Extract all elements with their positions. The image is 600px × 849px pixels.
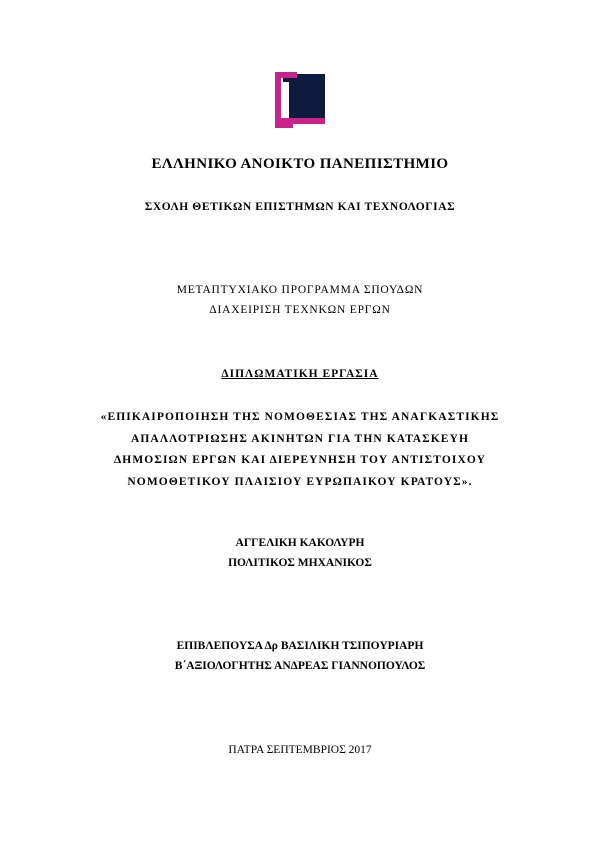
thesis-title xyxy=(0,407,600,493)
second-examiner: Β΄ΑΞΙΟΛΟΓΗΤΗΣ ΑΝΔΡΕΑΣ ΓΙΑΝΝΟΠΟΥΛΟΣ xyxy=(174,660,426,672)
place-and-date: ΠΑΤΡΑ ΣΕΠΤΕΜΒΡΙΟΣ 2017 xyxy=(228,744,372,756)
title-line: ΝΟΜΟΘΕΤΙΚΟΥ ΠΛΑΙΣΙΟΥ ΕΥΡΩΠΑΙΚΟΥ ΚΡΑΤΟΥΣ». xyxy=(127,475,473,488)
title-line: ΑΠΑΛΛΟΤΡΙΩΣΗΣ ΑΚΙΝΗΤΩΝ ΓΙΑ ΤΗΝ ΚΑΤΑΣΚΕΥΗ xyxy=(130,432,470,445)
program-name: ΜΕΤΑΠΤΥΧΙΑΚΟ ΠΡΟΓΡΑΜΜΑ ΣΠΟΥΔΩΝ xyxy=(176,284,424,296)
university-name: ΕΛΛΗΝΙΚΟ ΑΝΟΙΚΤΟ ΠΑΝΕΠΙΣΤΗΜΙΟ xyxy=(151,156,449,172)
program-subject: ΔΙΑΧΕΙΡΙΣΗ ΤΕΧΝΚΩΝ ΕΡΓΩΝ xyxy=(209,304,391,316)
document-type: ΔΙΠΛΩΜΑΤΙΚΗ ΕΡΓΑΣΙΑ xyxy=(221,368,379,380)
school-name: ΣΧΟΛΗ ΘΕΤΙΚΩΝ ΕΠΙΣΤΗΜΩΝ ΚΑΙ ΤΕΧΝΟΛΟΓΙΑΣ xyxy=(144,201,456,213)
author-name: ΑΓΓΕΛΙΚΗ ΚΑΚΟΛΥΡΗ xyxy=(235,537,365,549)
title-line: «ΕΠΙΚΑΙΡΟΠΟΙΗΣΗ ΤΗΣ ΝΟΜΟΘΕΣΙΑΣ ΤΗΣ ΑΝΑΓΚΑΣΤΙΚΗΣ xyxy=(100,411,500,423)
supervisor: ΕΠΙΒΛΕΠΟΥΣΑ Δρ ΒΑΣΙΛΙΚΗ ΤΣΙΠΟΥΡΙΑΡΗ xyxy=(176,640,424,652)
author-profession: ΠΟΛΙΤΙΚΟΣ ΜΗΧΑΝΙΚΟΣ xyxy=(228,557,372,569)
university-logo-icon xyxy=(275,72,327,128)
title-line: ΔΗΜΟΣΙΩΝ ΕΡΓΩΝ ΚΑΙ ΔΙΕΡΕΥΝΗΣΗ ΤΟΥ ΑΝΤΙΣΤΟΙΧΟΥ xyxy=(113,454,486,466)
